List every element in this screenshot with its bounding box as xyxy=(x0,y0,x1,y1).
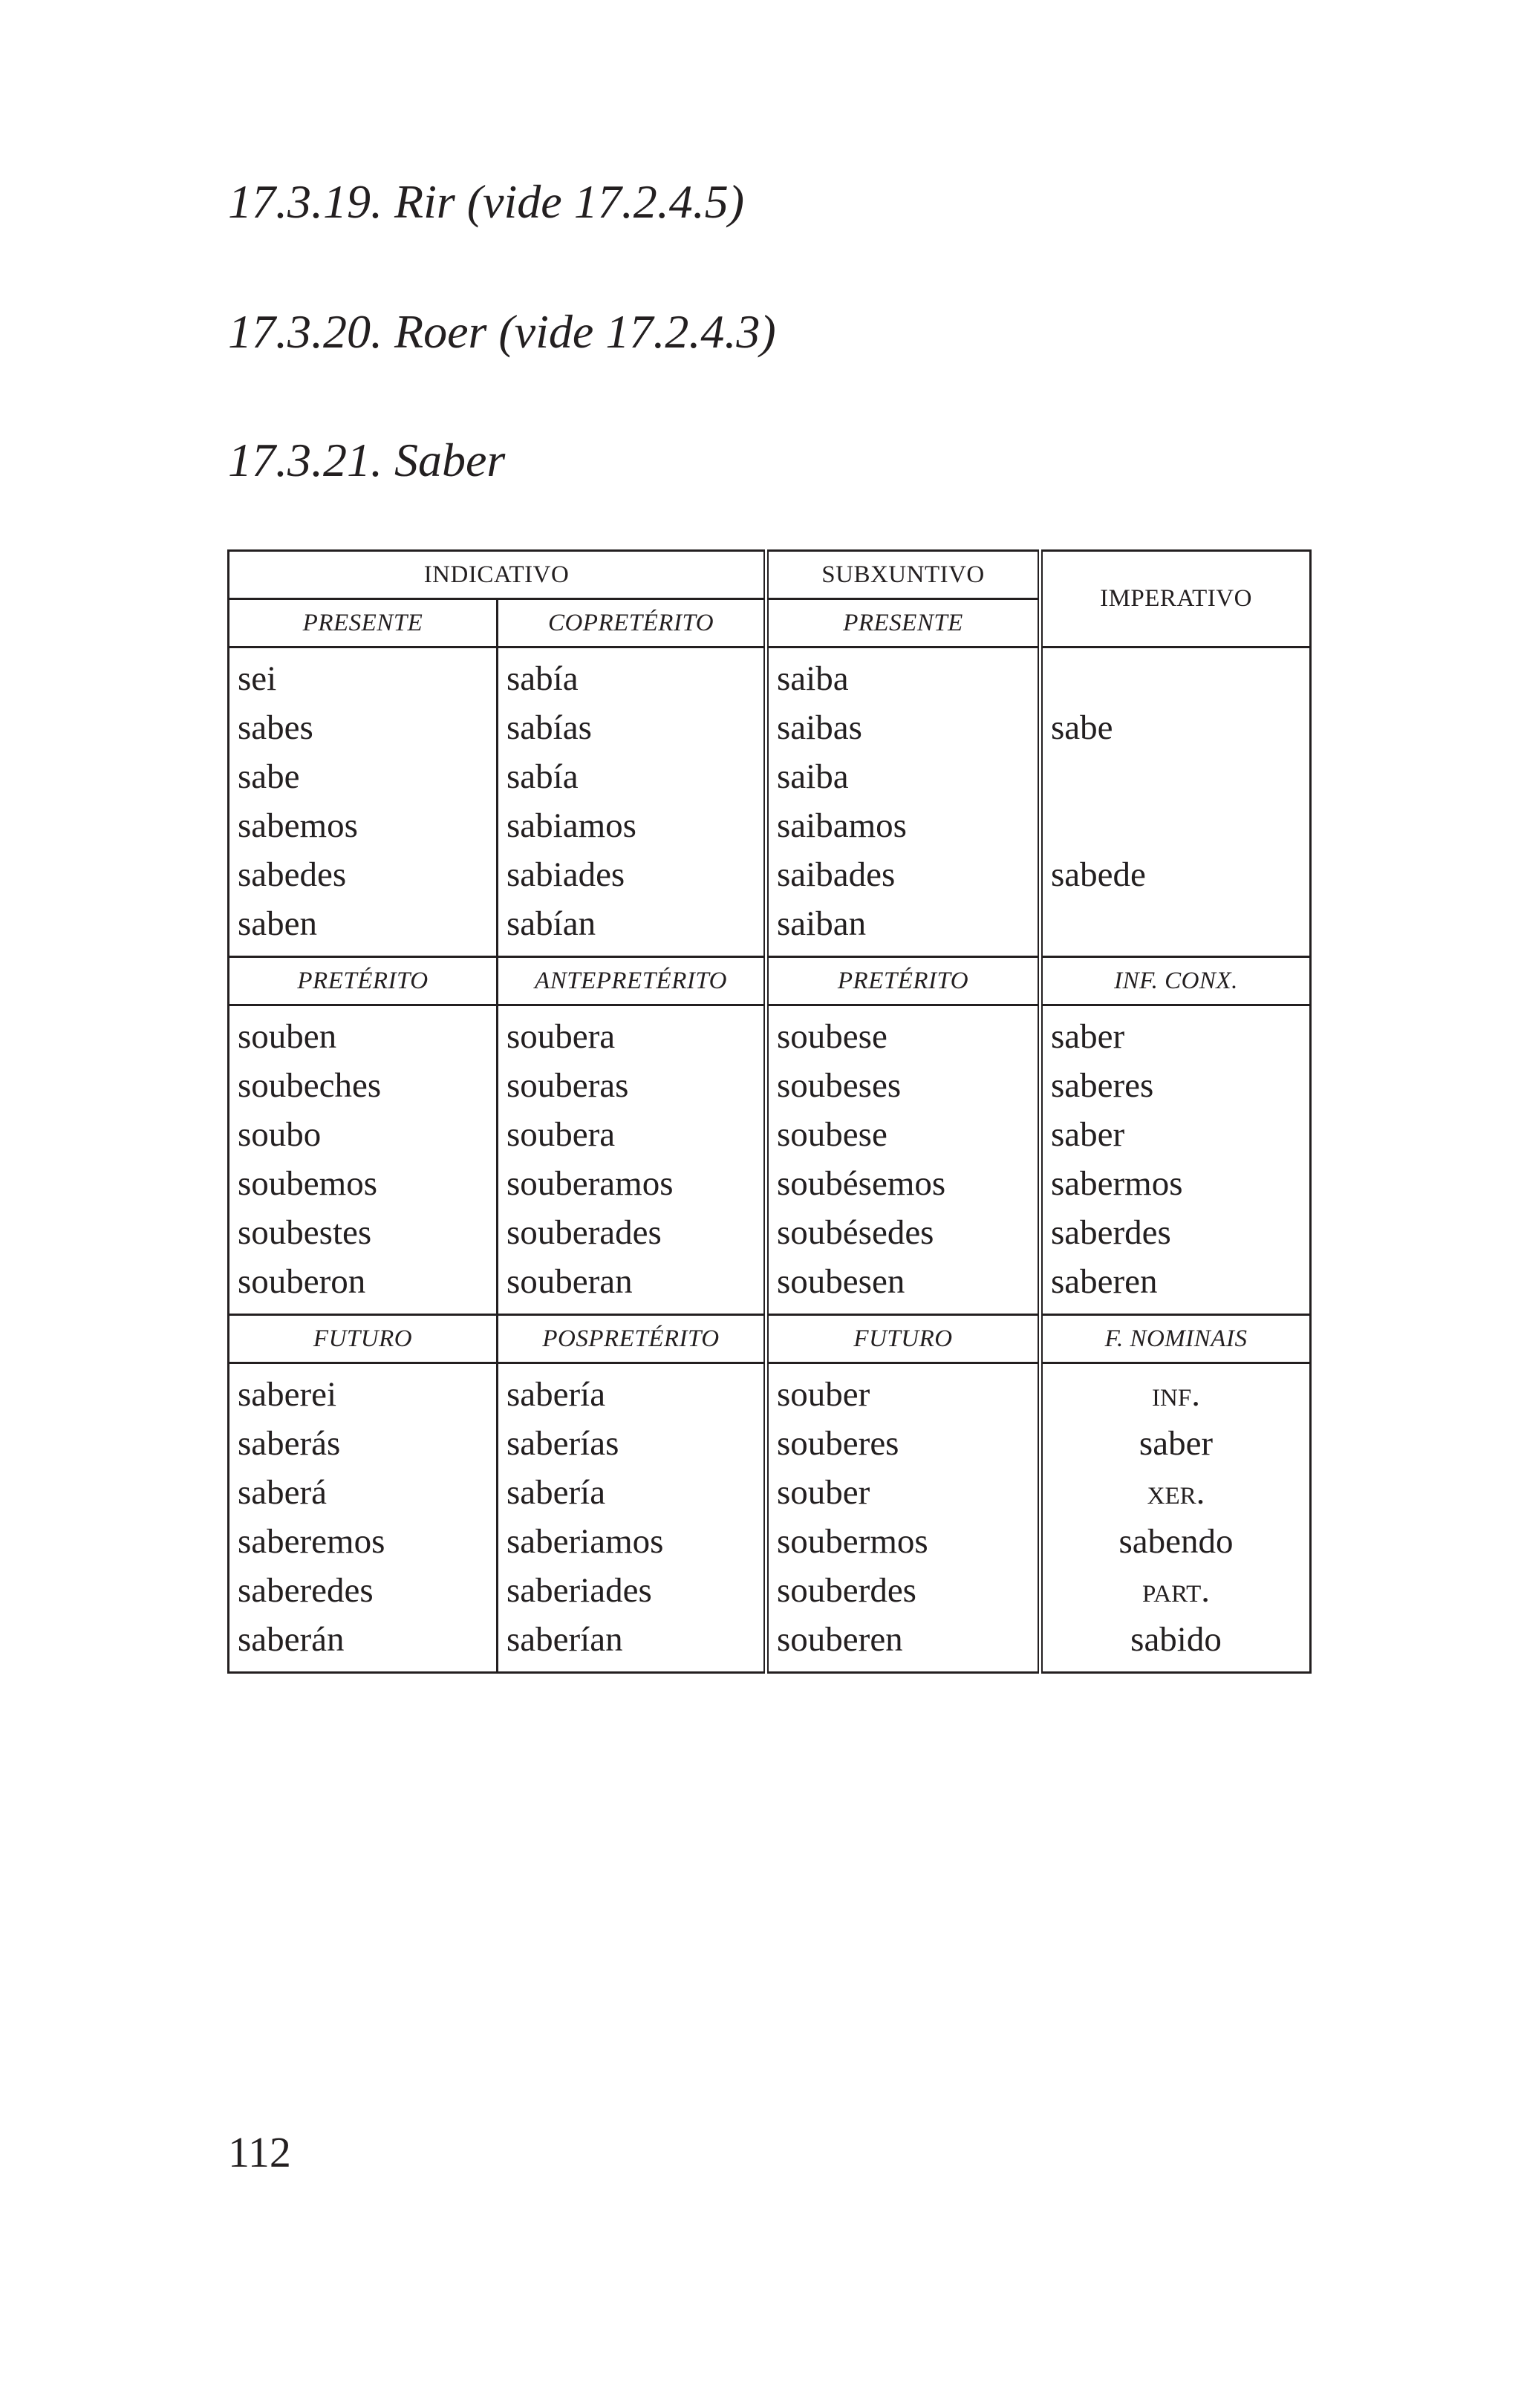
form-label-gerund: xer. xyxy=(1147,1473,1205,1512)
forms-preterito-subxuntivo xyxy=(766,1005,1040,1315)
forms-imperativo xyxy=(1040,647,1311,957)
verb-form: sabían xyxy=(507,904,596,943)
tense-presente-indicativo: PRESENTE xyxy=(229,599,498,647)
verb-form: saberías xyxy=(507,1424,619,1463)
tense-pospreterito: POSPRETÉRITO xyxy=(498,1315,766,1363)
section-heading-rir: 17.3.19. Rir (vide 17.2.4.5) xyxy=(228,175,744,228)
verb-form: sabido xyxy=(1130,1620,1222,1659)
forms-antepreterito xyxy=(498,1005,766,1315)
verb-form: saber xyxy=(1051,1115,1125,1154)
conjugation-table xyxy=(227,549,1312,1674)
verb-form: saberei xyxy=(238,1375,337,1414)
verb-form: souberen xyxy=(777,1620,903,1659)
verb-form: saibamos xyxy=(777,806,907,845)
verb-form: soubermos xyxy=(777,1522,928,1561)
verb-form: soubese xyxy=(777,1017,887,1056)
tense-f-nominais: F. NOMINAIS xyxy=(1040,1315,1311,1363)
verb-form: soubemos xyxy=(238,1164,377,1203)
forms-presente-subxuntivo xyxy=(766,647,1040,957)
verb-form: saber xyxy=(1051,1017,1125,1056)
verb-form xyxy=(1051,752,1309,801)
verb-form: saberán xyxy=(238,1620,345,1659)
verb-form: souberan xyxy=(507,1262,633,1301)
verb-form: saberían xyxy=(507,1620,623,1659)
verb-form xyxy=(1051,899,1309,948)
verb-form: souberdes xyxy=(777,1571,916,1610)
verb-form: sei xyxy=(238,659,277,698)
verb-form: soubestes xyxy=(238,1213,372,1252)
tense-copreterito: COPRETÉRITO xyxy=(498,599,766,647)
verb-form: soubese xyxy=(777,1115,887,1154)
verb-form: saberen xyxy=(1051,1262,1158,1301)
verb-form: souberes xyxy=(777,1424,899,1463)
form-label-participle: part. xyxy=(1141,1571,1211,1610)
verb-form: saberiades xyxy=(507,1571,652,1610)
section-heading-saber: 17.3.21. Saber xyxy=(228,434,506,486)
verb-form: saberedes xyxy=(238,1571,374,1610)
verb-form: sabería xyxy=(507,1473,606,1512)
verb-form: souber xyxy=(777,1375,870,1414)
tense-futuro-subxuntivo: FUTURO xyxy=(766,1315,1040,1363)
verb-form: saberes xyxy=(1051,1066,1154,1105)
verb-form: souberon xyxy=(238,1262,366,1301)
verb-form: saibas xyxy=(777,708,862,747)
verb-form: sabes xyxy=(238,708,313,747)
mood-indicativo: INDICATIVO xyxy=(229,551,766,599)
forms-futuro-indicativo xyxy=(229,1363,498,1673)
verb-form: sabendo xyxy=(1118,1522,1234,1561)
verb-form: sabemos xyxy=(238,806,358,845)
forms-futuro-subxuntivo xyxy=(766,1363,1040,1673)
verb-form: sabías xyxy=(507,708,592,747)
verb-form: soubeses xyxy=(777,1066,902,1105)
verb-form: soubo xyxy=(238,1115,322,1154)
verb-form: sabería xyxy=(507,1375,606,1414)
forms-inf-conx xyxy=(1040,1005,1311,1315)
verb-form: soubésedes xyxy=(777,1213,934,1252)
tense-preterito-subxuntivo: PRETÉRITO xyxy=(766,957,1040,1005)
verb-form: saibades xyxy=(777,855,896,894)
form-label-infinitive: inf. xyxy=(1152,1375,1200,1414)
forms-f-nominais xyxy=(1040,1363,1311,1673)
verb-form: soubésemos xyxy=(777,1164,946,1203)
verb-form: soubera xyxy=(507,1017,616,1056)
tense-preterito-indicativo: PRETÉRITO xyxy=(229,957,498,1005)
section-heading-roer: 17.3.20. Roer (vide 17.2.4.3) xyxy=(228,305,776,358)
verb-form: sabe xyxy=(1051,708,1113,747)
verb-form xyxy=(1051,801,1309,850)
mood-imperativo: IMPERATIVO xyxy=(1040,551,1311,647)
verb-form: sabe xyxy=(238,757,300,796)
verb-form: saberemos xyxy=(238,1522,385,1561)
tense-inf-conx: INF. CONX. xyxy=(1040,957,1311,1005)
page-number: 112 xyxy=(228,2128,291,2176)
forms-preterito-indicativo xyxy=(229,1005,498,1315)
verb-form: soubera xyxy=(507,1115,616,1154)
verb-form: saberiamos xyxy=(507,1522,664,1561)
verb-form: sabedes xyxy=(238,855,347,894)
verb-form: sabede xyxy=(1051,855,1146,894)
verb-form: soubesen xyxy=(777,1262,905,1301)
forms-copreterito xyxy=(498,647,766,957)
verb-form: saiba xyxy=(777,757,849,796)
verb-form: sabiades xyxy=(507,855,625,894)
verb-form: saber xyxy=(1139,1424,1214,1463)
tense-futuro-indicativo: FUTURO xyxy=(229,1315,498,1363)
verb-form: saben xyxy=(238,904,318,943)
verb-form: souberamos xyxy=(507,1164,674,1203)
tense-presente-subxuntivo: PRESENTE xyxy=(766,599,1040,647)
verb-form: saiba xyxy=(777,659,849,698)
verb-form: sabía xyxy=(507,659,579,698)
verb-form: souberades xyxy=(507,1213,662,1252)
mood-subxuntivo: SUBXUNTIVO xyxy=(766,551,1040,599)
forms-pospreterito xyxy=(498,1363,766,1673)
verb-form: saberás xyxy=(238,1424,341,1463)
verb-form: souben xyxy=(238,1017,337,1056)
verb-form: saberá xyxy=(238,1473,328,1512)
verb-form xyxy=(1051,654,1309,703)
verb-form: sabiamos xyxy=(507,806,636,845)
verb-form: sabía xyxy=(507,757,579,796)
verb-form: saiban xyxy=(777,904,867,943)
verb-form: saberdes xyxy=(1051,1213,1171,1252)
verb-form: sabermos xyxy=(1051,1164,1183,1203)
verb-form: soubeches xyxy=(238,1066,382,1105)
verb-form: souber xyxy=(777,1473,870,1512)
tense-antepreterito: ANTEPRETÉRITO xyxy=(498,957,766,1005)
forms-presente-indicativo xyxy=(229,647,498,957)
verb-form: souberas xyxy=(507,1066,629,1105)
